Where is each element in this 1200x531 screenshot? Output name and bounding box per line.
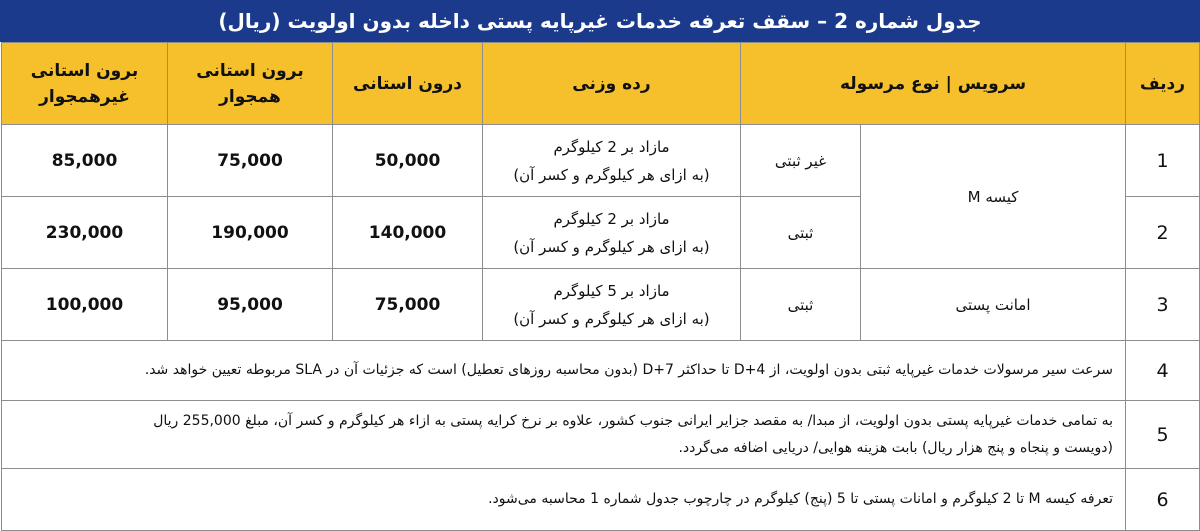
service-name: کیسه M <box>861 125 1126 269</box>
note-row <box>2 341 1200 401</box>
weight-line1: مازاد بر 2 کیلوگرم <box>553 209 670 228</box>
price-nonadjacent: 100,000 <box>2 269 168 341</box>
price-nonadjacent: 85,000 <box>2 125 168 197</box>
shipment-type: ثبتی <box>741 269 861 341</box>
tariff-table <box>1 42 1200 531</box>
row-number: 3 <box>1126 269 1200 341</box>
row-number: 5 <box>1126 401 1200 469</box>
weight-line2: (به ازای هر کیلوگرم و کسر آن) <box>513 237 710 256</box>
weight-range <box>483 197 741 269</box>
note-row <box>2 469 1200 531</box>
weight-line1: مازاد بر 2 کیلوگرم <box>553 137 670 156</box>
header-nonadjacent-province <box>2 43 168 125</box>
header-nonadjacent-line1: برون استانی <box>30 60 139 81</box>
row-number: 2 <box>1126 197 1200 269</box>
header-adjacent-line2: همجوار <box>219 86 281 107</box>
weight-line2: (به ازای هر کیلوگرم و کسر آن) <box>513 309 710 328</box>
note-row <box>2 401 1200 469</box>
note-line: تعرفه کیسه M تا 2 کیلوگرم و امانات پستی تا 5 (پنج) کیلوگرم در چارچوب جدول شماره 1 محاسبه می‌شود. <box>488 491 1113 507</box>
row-number: 4 <box>1126 341 1200 401</box>
note-line: (دویست و پنجاه و پنج هزار ریال) بابت هزینه هوایی/ دریایی اضافه می‌گردد. <box>678 439 1113 456</box>
header-row <box>2 43 1200 125</box>
price-intra: 140,000 <box>333 197 483 269</box>
shipment-type: ثبتی <box>741 197 861 269</box>
row-number: 1 <box>1126 125 1200 197</box>
price-adjacent: 75,000 <box>168 125 333 197</box>
note-line: سرعت سیر مرسولات خدمات غیرپایه ثبتی بدون اولویت، از D+4 تا حداکثر D+7 (بدون محاسبه روزهای تعطیل) است که جزئیات آن در SLA مربوطه تعیین خواهد شد. <box>144 362 1113 378</box>
note-text <box>2 341 1126 401</box>
header-service: سرویس | نوع مرسوله <box>741 43 1126 125</box>
shipment-type: غیر ثبتی <box>741 125 861 197</box>
weight-range <box>483 125 741 197</box>
weight-range <box>483 269 741 341</box>
price-intra: 50,000 <box>333 125 483 197</box>
header-row-number: ردیف <box>1126 43 1200 125</box>
service-name: امانت پستی <box>861 269 1126 341</box>
note-text <box>2 469 1126 531</box>
weight-line2: (به ازای هر کیلوگرم و کسر آن) <box>513 165 710 184</box>
row-number: 6 <box>1126 469 1200 531</box>
header-weight: رده وزنی <box>483 43 741 125</box>
table-row <box>2 269 1200 341</box>
table-row <box>2 125 1200 197</box>
price-adjacent: 95,000 <box>168 269 333 341</box>
price-nonadjacent: 230,000 <box>2 197 168 269</box>
table-title: جدول شماره 2 – سقف تعرفه خدمات غیرپایه پستی داخله بدون اولویت (ریال) <box>0 0 1200 42</box>
price-intra: 75,000 <box>333 269 483 341</box>
note-line: به تمامی خدمات غیرپایه پستی بدون اولویت، از مبدا/ به مقصد جزایر ایرانی جنوب کشور، علاوه بر نرخ کرایه پستی به ازاء هر کیلوگرم و کسر آن، مبلغ 255,000 ریال <box>153 412 1113 429</box>
weight-line1: مازاد بر 5 کیلوگرم <box>553 281 670 300</box>
note-text <box>2 401 1126 469</box>
header-adjacent-province <box>168 43 333 125</box>
header-nonadjacent-line2: غیرهمجوار <box>39 86 130 107</box>
header-intra-province: درون استانی <box>333 43 483 125</box>
header-adjacent-line1: برون استانی <box>196 60 304 81</box>
price-adjacent: 190,000 <box>168 197 333 269</box>
